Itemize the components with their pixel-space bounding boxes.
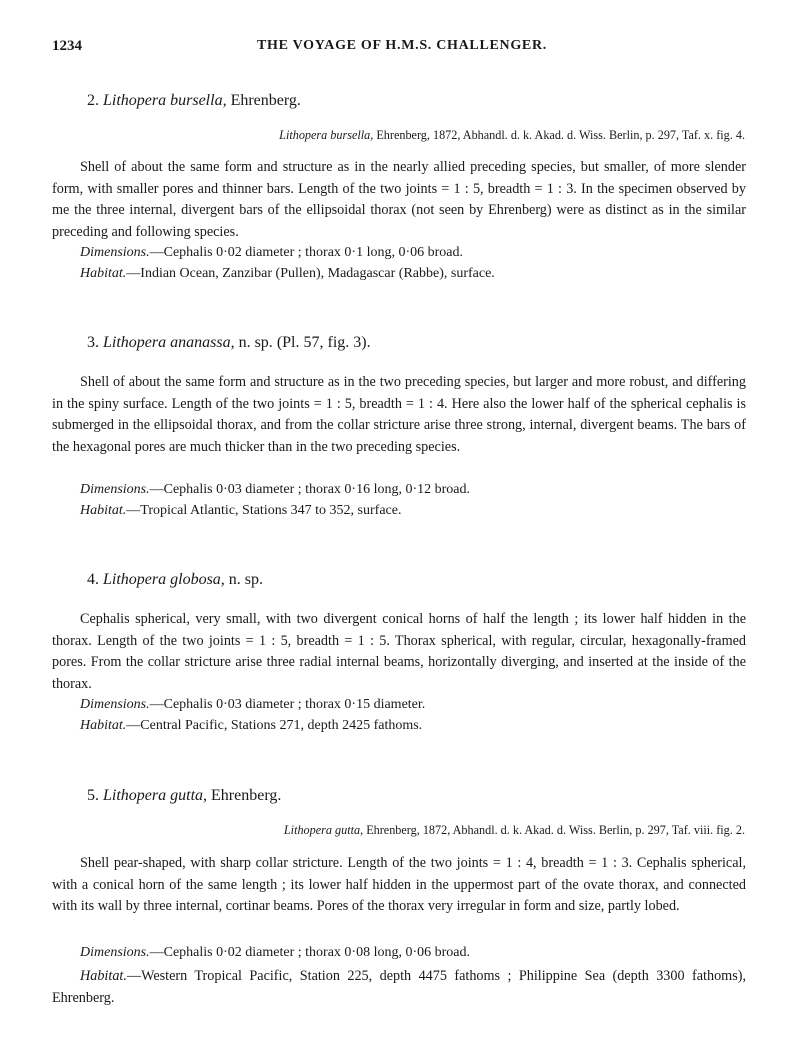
species-author: Ehrenberg. bbox=[211, 787, 282, 804]
dimensions-label: Dimensions. bbox=[80, 697, 150, 712]
dimensions-text: —Cephalis 0·02 diameter ; thorax 0·1 long, 0·06 broad. bbox=[149, 245, 463, 260]
species-heading bbox=[87, 571, 263, 589]
species-description: Shell pear-shaped, with sharp collar stricture. Length of the two joints = 1 : 4, breadth = 1 : 3. Cephalis spherical, with a conical horn of the same length ; its lower half hidden in the uppermost part of the ovate thorax, and connected with its wall by three internal, cortinar beams. Pores of the thorax very irregular in form and size, partly lobed. bbox=[52, 855, 746, 915]
habitat-text: —Tropical Atlantic, Stations 347 to 352, surface. bbox=[126, 503, 402, 518]
species-number: 3. bbox=[87, 334, 99, 351]
page-header bbox=[52, 38, 752, 58]
species-dimensions bbox=[80, 245, 463, 261]
dimensions-label: Dimensions. bbox=[80, 482, 150, 497]
dimensions-text: —Cephalis 0·03 diameter ; thorax 0·15 diameter. bbox=[149, 697, 426, 712]
species-author: Ehrenberg. bbox=[230, 92, 301, 109]
habitat-label: Habitat. bbox=[80, 266, 127, 281]
species-number: 2. bbox=[87, 92, 99, 109]
species-number: 5. bbox=[87, 787, 99, 804]
species-description: Shell of about the same form and structure as in the nearly allied preceding species, but smaller, of more slender form, with smaller pores and thinner bars. Length of the two joints = 1 : 5, breadth = 1 : 3. In the specimen observed by me the three internal, divergent bars of the ellipsoidal thorax (not seen by Ehrenberg) were as distinct as in the similar preceding and following species. bbox=[52, 159, 746, 240]
habitat-label: Habitat. bbox=[80, 718, 127, 733]
species-number: 4. bbox=[87, 571, 99, 588]
species-heading bbox=[87, 787, 281, 805]
species-plate: (Pl. 57, fig. 3). bbox=[276, 334, 371, 351]
species-reference bbox=[279, 128, 745, 143]
habitat-label: Habitat. bbox=[80, 503, 127, 518]
species-habitat bbox=[80, 718, 422, 734]
species-reference bbox=[284, 823, 745, 838]
species-name: Lithopera globosa, bbox=[103, 571, 225, 588]
species-habitat bbox=[80, 266, 495, 282]
species-author: n. sp. bbox=[228, 571, 264, 588]
species-name: Lithopera bursella, bbox=[103, 92, 227, 109]
reference-text: Ehrenberg, 1872, Abhandl. d. k. Akad. d. Wiss. Berlin, p. 297, Taf. viii. fig. 2. bbox=[366, 823, 745, 837]
species-dimensions bbox=[80, 482, 470, 498]
species-habitat bbox=[52, 966, 746, 1009]
species-dimensions bbox=[80, 945, 470, 961]
species-description: Shell of about the same form and structure as in the two preceding species, but larger and more robust, and differing in the spiny surface. Length of the two joints = 1 : 5, breadth = 1 : 4. Here also the lower half of the spherical cephalis is submerged in the ellipsoidal thorax, and from the collar stricture arise three strong, internal, divergent beams. The bars of the hexagonal pores are much thicker than in the two preceding species. bbox=[52, 374, 746, 455]
species-name: Lithopera gutta, bbox=[103, 787, 208, 804]
species-description: Cephalis spherical, very small, with two divergent conical horns of half the length ; its lower half hidden in the thorax. Length of the two joints = 1 : 5, breadth = 1 : 5. Thorax spherical, with regular, circular, hexagonally-framed pores. From the collar stricture arise three radial internal beams, horizontally diverging, and inserted at the inside of the thorax. bbox=[52, 611, 746, 692]
species-heading bbox=[87, 334, 371, 352]
running-title: THE VOYAGE OF H.M.S. CHALLENGER. bbox=[257, 38, 547, 53]
reference-name: Lithopera bursella, bbox=[279, 128, 374, 142]
dimensions-text: —Cephalis 0·03 diameter ; thorax 0·16 long, 0·12 broad. bbox=[149, 482, 470, 497]
habitat-text: —Western Tropical Pacific, Station 225, depth 4475 fathoms ; Philippine Sea (depth 3300 fathoms), Ehrenberg. bbox=[52, 968, 746, 1006]
species-habitat bbox=[80, 503, 401, 519]
habitat-text: —Central Pacific, Stations 271, depth 2425 fathoms. bbox=[126, 718, 423, 733]
species-dimensions bbox=[80, 697, 425, 713]
species-author: n. sp. bbox=[238, 334, 273, 351]
dimensions-text: —Cephalis 0·02 diameter ; thorax 0·08 long, 0·06 broad. bbox=[149, 945, 470, 960]
species-heading bbox=[87, 92, 301, 110]
species-name: Lithopera ananassa, bbox=[103, 334, 235, 351]
dimensions-label: Dimensions. bbox=[80, 245, 150, 260]
reference-text: Ehrenberg, 1872, Abhandl. d. k. Akad. d. Wiss. Berlin, p. 297, Taf. x. fig. 4. bbox=[376, 128, 745, 142]
dimensions-label: Dimensions. bbox=[80, 945, 150, 960]
reference-name: Lithopera gutta, bbox=[283, 823, 364, 837]
habitat-label: Habitat. bbox=[80, 968, 127, 984]
page-number: 1234 bbox=[52, 38, 82, 54]
habitat-text: —Indian Ocean, Zanzibar (Pullen), Madagascar (Rabbe), surface. bbox=[126, 266, 495, 281]
